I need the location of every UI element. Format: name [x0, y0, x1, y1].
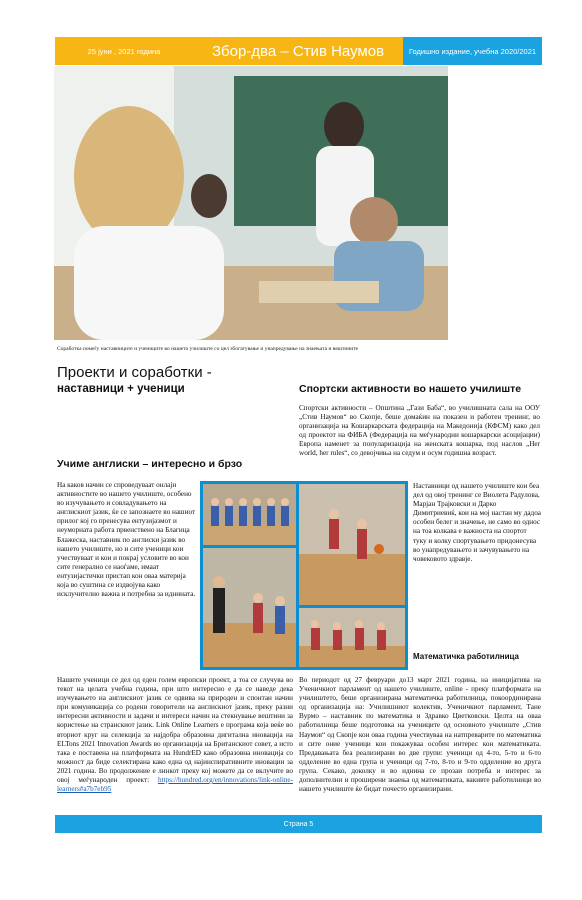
collage-photo-players [299, 608, 405, 667]
sport-paragraph-teachers: Наставници од нашето училиште кои беа дел од овој тренинг се Виолета Радулова, Марјан Трајковски и Дарко Димитриевиќ, кои на мој настан му дадоа особен белег и значење, не само во однос на тоа колкава е важноста на спортот туку и колку спортувањето придонесува во унапредувањето и зачувувањето на човековото здравје. [413, 482, 541, 563]
sport-paragraph: Спортски активности – Општина „Гази Баба“, во училишната сала на ООУ „Стив Наумов“ во Скопје, беше домаќин на показен и работен тренинг, во организација на Кошаркарската федерација на Македонија (КФСМ) како дел од проектот на ФИБА (Федерација на меѓународни кошаркарски асоцијации) Европа наменет за популаризација на женската кошарка, под наслов „Her world, her rules“, со девојчиња на седум и осум годишна возраст. [299, 404, 540, 458]
classroom-photo [54, 66, 448, 340]
english-paragraph-intro: На каков начин се спроведуваат онлајн активностите во нашето училиште, особено во изучувањето и совладувањето на англискиот јазик, ќе се запознаете во нашиот прилог кој го пренесува ентузијазмот и неуморната работа првенствено на Благица Блажеска, наставник по англиски јазик во нашето училиште, но и сите ученици кои учествуваат и кои и покрај условите во кои сите генерално се наоѓаме, имаат ентузијастички пристап кон оваа материја која во суштина се издвојува како исклучително важна и потребна за иднината. [57, 481, 196, 599]
page-number: Страна 5 [55, 815, 542, 833]
math-paragraph: Во периодот од 27 февруари до13 март 2021 година, на иницијатива на Ученичкиот парламент од нашето училиште, online - преку платформата на училиштето, беше организирана математичка работилница, покоординирана од организација на: Училишниот колектив, Ученичкиот парламент, Тане Вурмо – наставник по математика и Здравко Цветковски. Целта на оваа работилница беше подготовка на учениците од основното училиште „Стив Наумов“ од Скопје кои оваа година учествуваа на натпреварите по математика и сите оние ученици кои покажуваа особен интерес кон математиката. Предавањата беа реализирани во две групи: ученици од 4-то, 5-то и 6-то одделение во една група и ученици од 7-то, 8-то и 9-то одделение во друга група. Секако, доколку и во иднина се прозаи потреба и интерес за дополнителни и проширени знаења од математиката, вакивте работилници во нашето училиште ќе бидат почесто организирани. [299, 676, 541, 794]
edition-label: Годишно издание, учебна 2020/2021 [403, 37, 542, 65]
newsletter-title: Збор-два – Стив Наумов [193, 37, 403, 65]
collage-photo-coach [203, 548, 296, 667]
collage-photo-drill [299, 484, 405, 605]
english-project-text: Нашите ученици се дел од еден голем европски проект, а тоа се случува во текот на целата учебна година, при што интересно е да се наведе дека изучувањето на англискиот јазик се одвива на природен и спонтан начин при комуникација со родени говорители на англискиот јазик, преку разни интересни активности и задачи и интереси начин на стекнување вештини за користење на странскиот јазик. Link Online Learners е програма која веќе во вториот круг на селекција за најдобра образовна дигитална иновација на ELTons 2021 Innovation Awards во организација на Британскиот совет, а исто така е поставена на платформата на HundrED како образовна иновација со можност да биде селектирана како една од најинспиративните иновации за 2021 година. Во продолжение е линкот преку кој можете да се вклучите во овој меѓународен проект: [57, 676, 293, 785]
english-heading: Учиме англиски – интересно и брзо [57, 458, 243, 470]
photo-caption: Соработка помеѓу наставниците и учениците во нашето училиште со цел збогатување и унапредување на знаењата и вештините [57, 346, 359, 352]
sport-heading: Спортски активности во нашето училиште [299, 383, 522, 395]
projects-subheading: наставници + ученици [57, 383, 185, 395]
projects-heading: Проекти и соработки - [57, 364, 212, 381]
collage-photo-group [203, 484, 296, 545]
math-heading: Математичка работилница [413, 652, 519, 661]
header-date: 25 јуни , 2021 година [55, 37, 193, 65]
hundred-link[interactable]: https://hundred.org/en/innovations/link-online-learners#a7b7eb95 [57, 776, 294, 794]
english-project-paragraph [57, 676, 293, 794]
